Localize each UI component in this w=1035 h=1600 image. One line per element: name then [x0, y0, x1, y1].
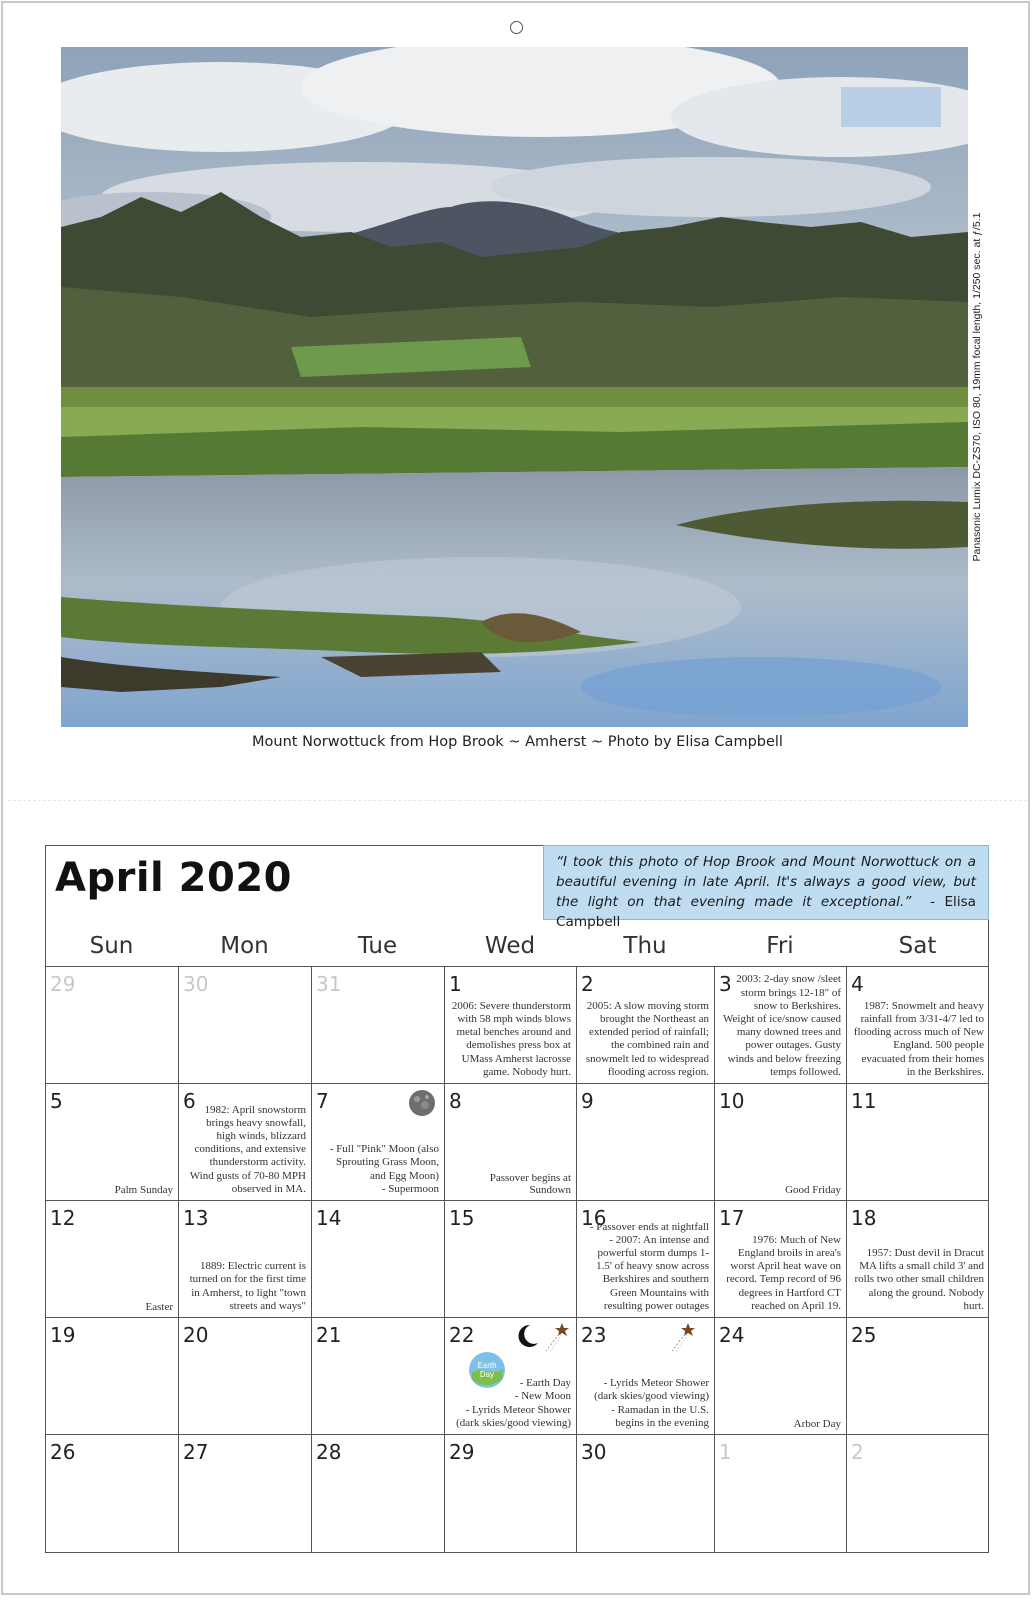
- day-number: 25: [851, 1323, 877, 1347]
- day-number: 27: [183, 1440, 209, 1464]
- day-number: 18: [851, 1206, 877, 1230]
- day-number: 12: [50, 1206, 76, 1230]
- day-number: 15: [449, 1206, 475, 1230]
- day-number: 1: [719, 1440, 732, 1464]
- camera-info: Panasonic Lumix DC-ZS70, ISO 80, 19mm focal length, 1/250 sec. at ƒ/5.1: [971, 212, 983, 562]
- day-cell: [846, 1200, 989, 1317]
- day-number: 4: [851, 972, 864, 996]
- day-number: 9: [581, 1089, 594, 1113]
- day-cell: [178, 966, 311, 1083]
- day-number: 21: [316, 1323, 342, 1347]
- day-event-text: 1957: Dust devil in Dracut MA lifts a small child 3' and rolls two other small children along the ground. Nobody hurt.: [854, 1246, 984, 1312]
- full-moon-icon: [408, 1089, 436, 1122]
- day-event-text: - Full "Pink" Moon (also Sprouting Grass Moon, and Egg Moon) - Supermoon: [329, 1143, 439, 1195]
- day-cell: [576, 1317, 714, 1434]
- day-cell: [311, 966, 444, 1083]
- weekday-header-sat: Sat: [898, 933, 937, 959]
- day-number: 6: [183, 1089, 196, 1113]
- photographer-quote: [543, 845, 989, 930]
- day-number: 26: [50, 1440, 76, 1464]
- day-event-text: 1889: Electric current is turned on for the first time in Amherst, to light "town streets and ways": [189, 1260, 306, 1312]
- camera-info-strip: [968, 47, 986, 727]
- day-cell: [311, 1434, 444, 1553]
- day-event-text: 1976: Much of New England broils in area's worst April heat wave on record. Temp record of 96 degrees in Hartford CT reached on April 19.: [726, 1233, 841, 1312]
- day-number: 29: [449, 1440, 475, 1464]
- day-event-text: 1982: April snowstorm brings heavy snowfall, high winds, blizzard conditions, and extensive thunderstorm activity. Wind gusts of 70-80 MPH observed in MA.: [189, 1103, 306, 1195]
- day-cell: [178, 1434, 311, 1553]
- day-number: 28: [316, 1440, 342, 1464]
- day-event-text: - Lyrids Meteor Shower (dark skies/good viewing) - Ramadan in the U.S. begins in the evening: [594, 1377, 709, 1429]
- day-cell: [576, 1083, 714, 1200]
- day-holiday-text: Easter: [145, 1301, 173, 1313]
- day-cell: [311, 1083, 444, 1200]
- day-number: 30: [183, 972, 209, 996]
- day-number: 24: [719, 1323, 745, 1347]
- day-number: 17: [719, 1206, 745, 1230]
- day-number: 7: [316, 1089, 329, 1113]
- day-number: 2: [851, 1440, 864, 1464]
- weekday-header-wed: Wed: [484, 933, 536, 959]
- day-cell: [311, 1200, 444, 1317]
- day-number: 10: [719, 1089, 745, 1113]
- weekday-header-mon: Mon: [220, 933, 269, 959]
- weekday-header-tue: Tue: [357, 933, 398, 959]
- day-cell: [576, 966, 714, 1083]
- svg-text:Earth: Earth: [477, 1361, 497, 1370]
- day-cell: [178, 1317, 311, 1434]
- day-number: 29: [50, 972, 76, 996]
- day-number: 16: [581, 1206, 607, 1230]
- day-cell: [846, 1434, 989, 1553]
- day-cell: [444, 966, 576, 1083]
- day-cell: [45, 1317, 178, 1434]
- day-number: 30: [581, 1440, 607, 1464]
- day-number: 22: [449, 1323, 475, 1347]
- day-cell: [576, 1434, 714, 1553]
- day-cell: [45, 1083, 178, 1200]
- day-cell: [444, 1434, 576, 1553]
- day-number: 3: [719, 972, 732, 996]
- meteor-icon: [668, 1319, 698, 1358]
- day-cell: [45, 1200, 178, 1317]
- quote-text: “I took this photo of Hop Brook and Mount Norwottuck on a beautiful evening in late April. It's always a good view, but the light on that evening made it exceptional.”: [556, 854, 976, 910]
- day-event-text: - Earth Day - New Moon - Lyrids Meteor Shower (dark skies/good viewing): [456, 1377, 571, 1429]
- day-number: 13: [183, 1206, 209, 1230]
- day-event-text: - Passover ends at nightfall - 2007: An intense and powerful storm dumps 1-1.5' of heavy snow across Berkshires and southern Green Mountains with resulting power outages: [589, 1220, 709, 1312]
- landscape-photo: [61, 47, 968, 727]
- day-number: 31: [316, 972, 342, 996]
- weekday-header-thu: Thu: [623, 933, 667, 959]
- day-number: 20: [183, 1323, 209, 1347]
- quote-author: - Elisa Campbell: [556, 894, 977, 930]
- day-number: 11: [851, 1089, 877, 1113]
- day-cell: [714, 1434, 846, 1553]
- svg-text:Day: Day: [479, 1370, 495, 1379]
- page-fold-line: [8, 800, 1027, 801]
- day-number: 19: [50, 1323, 76, 1347]
- new-moon-icon: [514, 1323, 540, 1354]
- day-event-text: 2003: 2-day snow /sleet storm brings 12-18" of snow to Berkshires. Weight of ice/snow caused many downed trees and power outages. Gusty winds and below freezing temps followed.: [723, 973, 841, 1078]
- day-cell: [714, 1083, 846, 1200]
- month-title: April 2020: [55, 855, 292, 901]
- day-cell: [714, 966, 846, 1083]
- day-holiday-text: Palm Sunday: [114, 1184, 173, 1196]
- day-cell: [45, 1434, 178, 1553]
- day-event-text: 1987: Snowmelt and heavy rainfall from 3/31-4/7 led to flooding across much of New England. 500 people evacuated from their homes in the Berkshires.: [853, 999, 984, 1078]
- day-number: 2: [581, 972, 594, 996]
- day-cell: [444, 1200, 576, 1317]
- day-number: 14: [316, 1206, 342, 1230]
- meteor-icon: [542, 1319, 572, 1358]
- day-number: 23: [581, 1323, 607, 1347]
- day-holiday-text: Arbor Day: [793, 1418, 841, 1430]
- day-cell: [714, 1200, 846, 1317]
- day-cell: [444, 1317, 576, 1434]
- day-cell: [576, 1200, 714, 1317]
- day-number: 1: [449, 972, 462, 996]
- day-number: 8: [449, 1089, 462, 1113]
- hanging-hole: [510, 21, 523, 34]
- day-cell: [846, 1083, 989, 1200]
- day-cell: [846, 966, 989, 1083]
- day-number: 5: [50, 1089, 63, 1113]
- day-event-text: 2005: A slow moving storm brought the Northeast an extended period of rainfall; the combined rain and snowmelt led to widespread flooding across region.: [585, 999, 709, 1078]
- day-cell: [714, 1317, 846, 1434]
- photo-caption: Mount Norwottuck from Hop Brook ~ Amherst ~ Photo by Elisa Campbell: [252, 734, 783, 750]
- day-cell: [178, 1083, 311, 1200]
- day-cell: [444, 1083, 576, 1200]
- weekday-header-fri: Fri: [766, 933, 794, 959]
- day-cell: [846, 1317, 989, 1434]
- day-cell: [311, 1317, 444, 1434]
- day-event-text: 2006: Severe thunderstorm with 58 mph winds blows metal benches around and demolishes press box at UMass Amherst lacrosse game. Nobody hurt.: [451, 999, 571, 1078]
- day-cell: [45, 966, 178, 1083]
- weekday-header-sun: Sun: [89, 933, 134, 959]
- day-holiday-text: Good Friday: [785, 1184, 841, 1196]
- day-cell: [178, 1200, 311, 1317]
- day-holiday-text: Passover begins at Sundown: [489, 1172, 571, 1196]
